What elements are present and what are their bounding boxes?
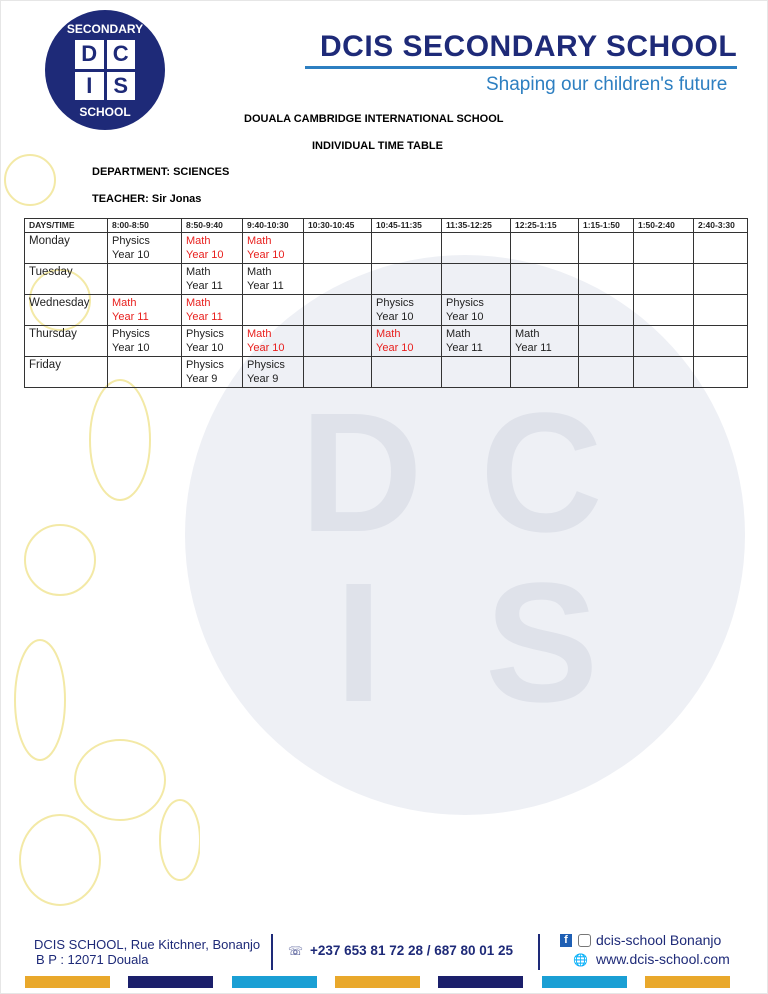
- document-title: INDIVIDUAL TIME TABLE: [312, 140, 443, 152]
- footer-social: dcis-school Bonanjo: [596, 932, 722, 948]
- empty-cell: [108, 357, 182, 388]
- lesson-subject: Physics: [112, 328, 150, 340]
- instagram-icon: [578, 934, 591, 947]
- day-label: Wednesday: [25, 295, 108, 326]
- globe-icon: 🌐: [573, 953, 588, 967]
- brand-divider: [305, 66, 737, 69]
- day-label: Thursday: [25, 326, 108, 357]
- footer-website[interactable]: www.dcis-school.com: [596, 951, 730, 967]
- empty-cell: [579, 326, 634, 357]
- empty-cell: [442, 357, 511, 388]
- lesson-cell: [182, 264, 243, 295]
- lesson-cell: [243, 233, 304, 264]
- lesson-subject: Math: [186, 266, 211, 278]
- lesson-year: Year 11: [186, 311, 223, 323]
- empty-cell: [634, 295, 694, 326]
- lesson-subject: Physics: [247, 359, 285, 371]
- empty-cell: [511, 264, 579, 295]
- lesson-subject: Math: [186, 297, 211, 309]
- lesson-year: Year 10: [112, 249, 150, 261]
- footer-address: DCIS SCHOOL, Rue Kitchner, Bonanjo: [34, 937, 261, 952]
- empty-cell: [634, 326, 694, 357]
- empty-cell: [511, 357, 579, 388]
- logo-letter: S: [107, 72, 136, 101]
- lesson-cell: [243, 264, 304, 295]
- lesson-year: Year 11: [247, 280, 284, 292]
- lesson-cell: [182, 357, 243, 388]
- empty-cell: [304, 326, 372, 357]
- column-header: DAYS/TIME: [25, 219, 108, 233]
- lesson-cell: [243, 357, 304, 388]
- empty-cell: [304, 357, 372, 388]
- column-header: 10:45-11:35: [372, 219, 442, 233]
- phone-icon: ☏: [288, 944, 304, 958]
- watermark-letter: D: [300, 378, 423, 568]
- watermark-letter: C: [480, 378, 603, 568]
- logo-top-text: SECONDARY: [66, 22, 144, 36]
- lesson-subject: Physics: [376, 297, 414, 309]
- footer-phone: +237 653 81 72 28 / 687 80 01 25: [310, 943, 514, 958]
- column-header: 2:40-3:30: [694, 219, 748, 233]
- lesson-subject: Math: [446, 328, 471, 340]
- logo-letter: C: [107, 40, 136, 69]
- lesson-subject: Math: [376, 328, 401, 340]
- empty-cell: [511, 295, 579, 326]
- lesson-year: Year 10: [376, 311, 414, 323]
- empty-cell: [579, 264, 634, 295]
- column-header: 8:00-8:50: [108, 219, 182, 233]
- lesson-year: Year 10: [112, 342, 150, 354]
- column-header: 9:40-10:30: [243, 219, 304, 233]
- footer-color-bar: [335, 976, 420, 988]
- footer-po-box: B P : 12071 Douala: [36, 952, 149, 967]
- lesson-cell: [372, 295, 442, 326]
- lesson-subject: Physics: [446, 297, 484, 309]
- footer-color-bar: [25, 976, 110, 988]
- footer-color-bar: [645, 976, 730, 988]
- lesson-subject: Physics: [186, 359, 224, 371]
- lesson-year: Year 11: [515, 342, 552, 354]
- school-logo: [45, 10, 165, 130]
- column-header: 1:50-2:40: [634, 219, 694, 233]
- lesson-subject: Physics: [112, 235, 150, 247]
- facebook-icon: f: [560, 934, 572, 947]
- footer-divider: [271, 934, 273, 970]
- lesson-subject: Math: [247, 328, 272, 340]
- logo-letter: D: [75, 40, 104, 69]
- empty-cell: [304, 233, 372, 264]
- empty-cell: [372, 357, 442, 388]
- lesson-cell: [372, 326, 442, 357]
- column-header: 12:25-1:15: [511, 219, 579, 233]
- empty-cell: [304, 295, 372, 326]
- table-header-row: [25, 219, 748, 233]
- empty-cell: [442, 233, 511, 264]
- lesson-year: Year 10: [247, 249, 285, 261]
- day-label: Friday: [25, 357, 108, 388]
- empty-cell: [442, 264, 511, 295]
- lesson-year: Year 10: [376, 342, 414, 354]
- footer-color-bar: [128, 976, 213, 988]
- lesson-year: Year 10: [186, 342, 224, 354]
- table-row: [25, 326, 748, 357]
- column-header: 1:15-1:50: [579, 219, 634, 233]
- lesson-subject: Math: [112, 297, 137, 309]
- lesson-year: Year 11: [446, 342, 483, 354]
- column-header: 8:50-9:40: [182, 219, 243, 233]
- empty-cell: [634, 233, 694, 264]
- lesson-year: Year 9: [247, 373, 279, 385]
- empty-cell: [372, 264, 442, 295]
- empty-cell: [304, 264, 372, 295]
- empty-cell: [694, 264, 748, 295]
- lesson-cell: [108, 326, 182, 357]
- day-label: Monday: [25, 233, 108, 264]
- brand-title: DCIS SECONDARY SCHOOL: [320, 30, 738, 63]
- table-row: [25, 295, 748, 326]
- lesson-subject: Math: [515, 328, 540, 340]
- empty-cell: [579, 295, 634, 326]
- lesson-cell: [511, 326, 579, 357]
- lesson-cell: [108, 233, 182, 264]
- lesson-year: Year 11: [112, 311, 149, 323]
- empty-cell: [694, 357, 748, 388]
- footer-color-bar: [542, 976, 627, 988]
- lesson-year: Year 10: [446, 311, 484, 323]
- empty-cell: [694, 326, 748, 357]
- empty-cell: [108, 264, 182, 295]
- empty-cell: [634, 357, 694, 388]
- empty-cell: [579, 357, 634, 388]
- empty-cell: [511, 233, 579, 264]
- lesson-year: Year 10: [186, 249, 224, 261]
- watermark-letter: S: [485, 548, 599, 738]
- lesson-cell: [442, 295, 511, 326]
- lesson-cell: [108, 295, 182, 326]
- teacher: TEACHER: Sir Jonas: [92, 193, 202, 205]
- lesson-subject: Math: [247, 266, 272, 278]
- lesson-subject: Math: [247, 235, 272, 247]
- empty-cell: [694, 233, 748, 264]
- logo-letter: I: [75, 72, 104, 101]
- timetable: [24, 218, 748, 388]
- lesson-cell: [182, 233, 243, 264]
- empty-cell: [243, 295, 304, 326]
- empty-cell: [579, 233, 634, 264]
- department: DEPARTMENT: SCIENCES: [92, 166, 230, 178]
- table-row: [25, 264, 748, 295]
- footer-color-bar: [232, 976, 317, 988]
- lesson-cell: [182, 326, 243, 357]
- column-header: 10:30-10:45: [304, 219, 372, 233]
- lesson-year: Year 9: [186, 373, 218, 385]
- lesson-subject: Math: [186, 235, 211, 247]
- lesson-year: Year 10: [247, 342, 285, 354]
- lesson-cell: [442, 326, 511, 357]
- lesson-subject: Physics: [186, 328, 224, 340]
- tagline: Shaping our children's future: [486, 74, 728, 95]
- lesson-cell: [243, 326, 304, 357]
- table-row: [25, 233, 748, 264]
- day-label: Tuesday: [25, 264, 108, 295]
- column-header: 11:35-12:25: [442, 219, 511, 233]
- lesson-cell: [182, 295, 243, 326]
- lesson-year: Year 11: [186, 280, 223, 292]
- table-row: [25, 357, 748, 388]
- empty-cell: [694, 295, 748, 326]
- logo-bottom-text: SCHOOL: [79, 105, 131, 119]
- school-name: DOUALA CAMBRIDGE INTERNATIONAL SCHOOL: [244, 113, 504, 125]
- empty-cell: [372, 233, 442, 264]
- footer-color-bar: [438, 976, 523, 988]
- empty-cell: [634, 264, 694, 295]
- footer-divider: [538, 934, 540, 970]
- watermark-letter: I: [335, 548, 383, 738]
